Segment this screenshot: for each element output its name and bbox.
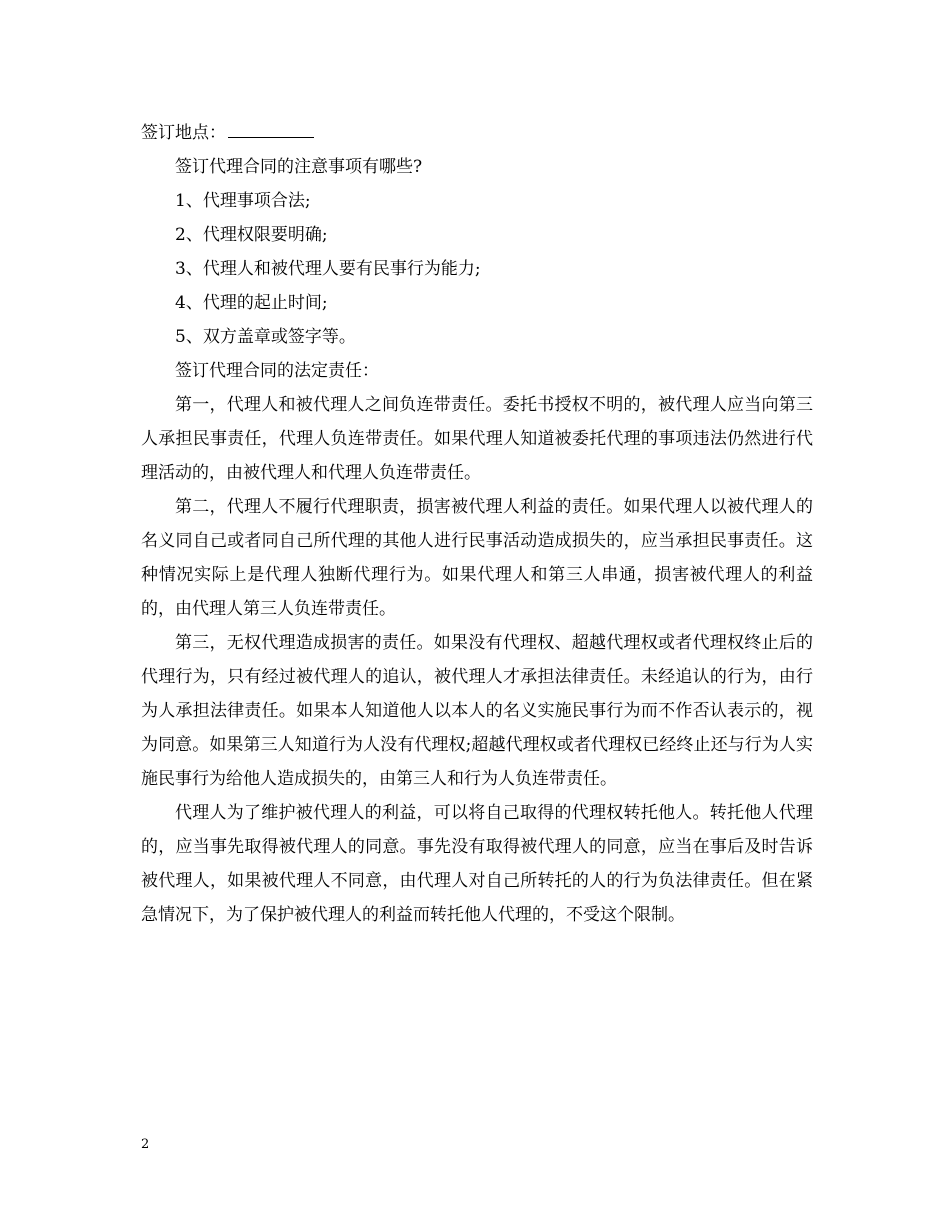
- note-item: 5、双方盖章或签字等。: [175, 327, 356, 347]
- liability-paragraph-second: 第二，代理人不履行代理职责，损害被代理人利益的责任。如果代理人以被代理人的名义同自己或者同自己所代理的其他人进行民事活动造成损失的，应当承担民事责任。这种情况实际上是代理人独断代理行为。如果代理人和第三人串通，损害被代理人的利益的，由代理人第三人负连带责任。: [141, 497, 813, 619]
- liability-paragraph-third: 第三，无权代理造成损害的责任。如果没有代理权、超越代理权或者代理权终止后的代理行为，只有经过被代理人的追认，被代理人才承担法律责任。未经追认的行为，由行为人承担法律责任。如果本人知道他人以本人的名义实施民事行为而不作否认表示的，视为同意。如果第三人知道行为人没有代理权;超越代理权或者代理权已经终止还与行为人实施民事行为给他人造成损失的，由第三人和行为人负连带责任。: [141, 633, 813, 789]
- sign-location-label: 签订地点：: [141, 123, 226, 143]
- sub-agency-paragraph: 代理人为了维护被代理人的利益，可以将自己取得的代理权转托他人。转托他人代理的，应当事先取得被代理人的同意。事先没有取得被代理人的同意，应当在事后及时告诉被代理人，如果被代理人不同意，由代理人对自己所转托的人的行为负法律责任。但在紧急情况下，为了保护被代理人的利益而转托他人代理的，不受这个限制。: [141, 803, 813, 925]
- note-item: 1、代理事项合法;: [175, 191, 311, 211]
- note-item: 4、代理的起止时间;: [175, 293, 328, 313]
- liability-paragraph-first: 第一，代理人和被代理人之间负连带责任。委托书授权不明的，被代理人应当向第三人承担民事责任，代理人负连带责任。如果代理人知道被委托代理的事项违法仍然进行代理活动的，由被代理人和代理人负连带责任。: [141, 395, 813, 483]
- sign-location-blank: [228, 121, 314, 138]
- notes-heading: 签订代理合同的注意事项有哪些?: [175, 157, 423, 177]
- note-item: 2、代理权限要明确;: [175, 225, 328, 245]
- document-body: [141, 116, 813, 932]
- page-number: 2: [141, 1137, 150, 1152]
- sign-location-line: [141, 116, 813, 150]
- liability-heading: 签订代理合同的法定责任：: [175, 361, 379, 381]
- note-item: 3、代理人和被代理人要有民事行为能力;: [175, 259, 481, 279]
